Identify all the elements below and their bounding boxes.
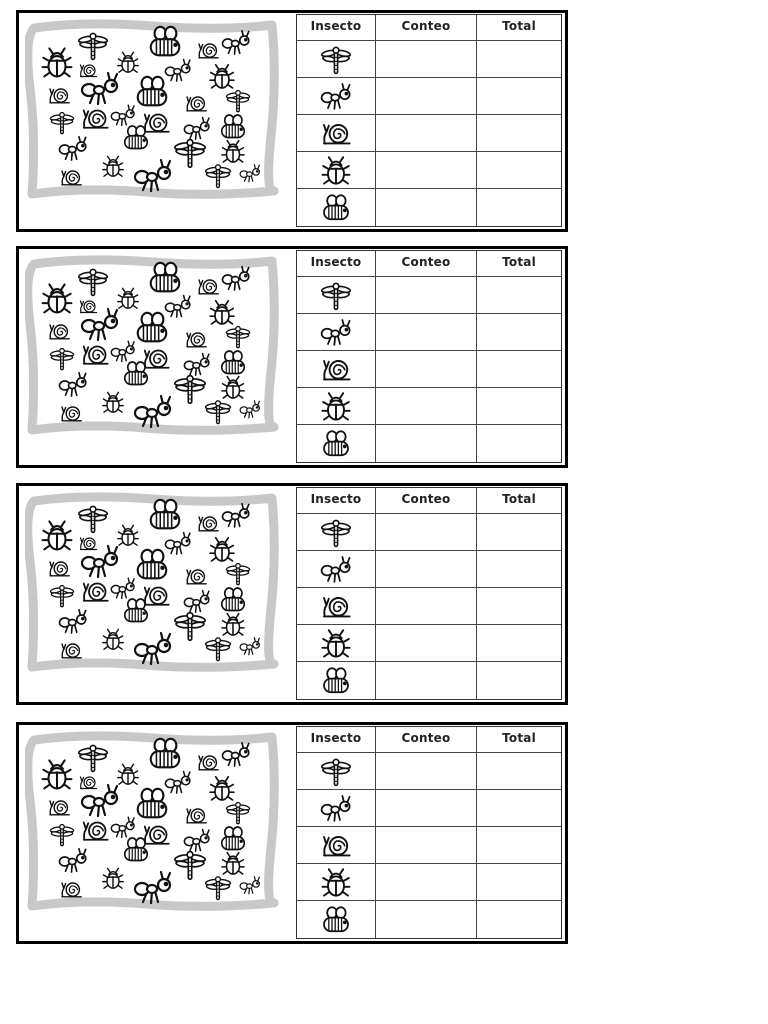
snail-icon: [196, 750, 220, 774]
snail-icon: [47, 319, 71, 343]
ant-icon: [58, 133, 88, 163]
insect-scene: [25, 730, 280, 912]
dragonfly-icon: [225, 799, 251, 825]
insect-cell: [297, 625, 376, 662]
bee-icon: [320, 428, 352, 460]
snail-icon: [59, 638, 83, 662]
dragonfly-icon: [173, 608, 207, 642]
total-cell: [477, 152, 561, 189]
snail-icon: [320, 353, 352, 385]
insect-cell: [297, 277, 376, 314]
beetle-icon: [208, 298, 236, 326]
header-total: Total: [477, 15, 561, 41]
beetle-icon: [208, 62, 236, 90]
bee-icon: [133, 309, 171, 347]
count-cell: [376, 551, 477, 588]
total-cell: [477, 388, 561, 425]
dragonfly-icon: [173, 847, 207, 881]
ant-icon: [239, 398, 261, 420]
beetle-icon: [320, 866, 352, 898]
header-insecto: Insecto: [297, 15, 376, 41]
ant-icon: [239, 162, 261, 184]
total-cell: [477, 314, 561, 351]
dragonfly-icon: [320, 755, 352, 787]
count-cell: [376, 588, 477, 625]
ant-icon: [133, 155, 173, 195]
beetle-icon: [101, 390, 125, 414]
count-cell: [376, 189, 477, 226]
bee-icon: [133, 785, 171, 823]
count-cell: [376, 514, 477, 551]
bee-icon: [121, 596, 151, 626]
snail-icon: [196, 274, 220, 298]
snail-icon: [184, 91, 208, 115]
beetle-icon: [101, 627, 125, 651]
count-cell: [376, 41, 477, 78]
insect-cell: [297, 152, 376, 189]
insect-cell: [297, 827, 376, 864]
snail-icon: [184, 327, 208, 351]
dragonfly-icon: [320, 279, 352, 311]
dragonfly-icon: [204, 873, 232, 901]
bee-icon: [133, 546, 171, 584]
insect-cell: [297, 314, 376, 351]
dragonfly-icon: [77, 502, 109, 534]
dragonfly-icon: [225, 560, 251, 586]
count-cell: [376, 78, 477, 115]
total-cell: [477, 864, 561, 901]
dragonfly-icon: [173, 371, 207, 405]
dragonfly-icon: [49, 109, 75, 135]
ant-icon: [221, 500, 251, 530]
dragonfly-icon: [204, 634, 232, 662]
snail-icon: [59, 877, 83, 901]
snail-icon: [320, 590, 352, 622]
count-cell: [376, 277, 477, 314]
snail-icon: [80, 576, 110, 606]
insect-cell: [297, 115, 376, 152]
ant-icon: [58, 606, 88, 636]
beetle-icon: [208, 535, 236, 563]
snail-icon: [47, 795, 71, 819]
count-cell: [376, 662, 477, 699]
count-cell: [376, 827, 477, 864]
dragonfly-icon: [49, 582, 75, 608]
snail-icon: [80, 339, 110, 369]
snail-icon: [184, 564, 208, 588]
header-conteo: Conteo: [376, 251, 477, 277]
total-cell: [477, 827, 561, 864]
total-cell: [477, 625, 561, 662]
bee-icon: [121, 123, 151, 153]
total-cell: [477, 189, 561, 226]
ant-icon: [221, 263, 251, 293]
insect-cell: [297, 753, 376, 790]
bee-icon: [121, 359, 151, 389]
dragonfly-icon: [77, 29, 109, 61]
beetle-icon: [40, 45, 74, 79]
bee-icon: [320, 904, 352, 936]
snail-icon: [59, 401, 83, 425]
insect-cell: [297, 388, 376, 425]
dragonfly-icon: [49, 821, 75, 847]
ant-icon: [320, 316, 352, 348]
header-insecto: Insecto: [297, 727, 376, 753]
header-total: Total: [477, 251, 561, 277]
beetle-icon: [208, 774, 236, 802]
header-insecto: Insecto: [297, 251, 376, 277]
worksheet-card: [16, 722, 568, 944]
snail-icon: [184, 803, 208, 827]
count-cell: [376, 314, 477, 351]
beetle-icon: [40, 281, 74, 315]
beetle-icon: [320, 154, 352, 186]
insect-cell: [297, 425, 376, 462]
total-cell: [477, 753, 561, 790]
header-insecto: Insecto: [297, 488, 376, 514]
insect-cell: [297, 662, 376, 699]
header-total: Total: [477, 488, 561, 514]
insect-cell: [297, 189, 376, 226]
total-cell: [477, 115, 561, 152]
count-cell: [376, 901, 477, 938]
total-cell: [477, 514, 561, 551]
insect-scene: [25, 254, 280, 436]
insect-scene: [25, 491, 280, 673]
insect-cell: [297, 78, 376, 115]
snail-icon: [47, 556, 71, 580]
tally-table: [296, 726, 562, 939]
ant-icon: [320, 553, 352, 585]
snail-icon: [47, 83, 71, 107]
header-conteo: Conteo: [376, 15, 477, 41]
count-cell: [376, 864, 477, 901]
dragonfly-icon: [77, 265, 109, 297]
insect-cell: [297, 790, 376, 827]
bee-icon: [320, 192, 352, 224]
dragonfly-icon: [320, 43, 352, 75]
dragonfly-icon: [204, 397, 232, 425]
count-cell: [376, 625, 477, 662]
count-cell: [376, 152, 477, 189]
dragonfly-icon: [77, 741, 109, 773]
tally-table: [296, 250, 562, 463]
total-cell: [477, 277, 561, 314]
ant-icon: [239, 635, 261, 657]
beetle-icon: [320, 390, 352, 422]
total-cell: [477, 901, 561, 938]
tally-table: [296, 14, 562, 227]
insect-cell: [297, 351, 376, 388]
ant-icon: [221, 27, 251, 57]
ant-icon: [239, 874, 261, 896]
bee-icon: [320, 665, 352, 697]
insect-cell: [297, 901, 376, 938]
insect-cell: [297, 514, 376, 551]
ant-icon: [320, 792, 352, 824]
snail-icon: [196, 511, 220, 535]
header-conteo: Conteo: [376, 727, 477, 753]
worksheet-card: [16, 246, 568, 468]
ant-icon: [58, 845, 88, 875]
insect-cell: [297, 41, 376, 78]
snail-icon: [80, 103, 110, 133]
beetle-icon: [320, 627, 352, 659]
total-cell: [477, 790, 561, 827]
dragonfly-icon: [204, 161, 232, 189]
dragonfly-icon: [320, 516, 352, 548]
beetle-icon: [40, 518, 74, 552]
tally-table: [296, 487, 562, 700]
insect-cell: [297, 864, 376, 901]
ant-icon: [221, 739, 251, 769]
count-cell: [376, 351, 477, 388]
total-cell: [477, 588, 561, 625]
dragonfly-icon: [173, 135, 207, 169]
total-cell: [477, 662, 561, 699]
ant-icon: [320, 80, 352, 112]
count-cell: [376, 790, 477, 827]
ant-icon: [133, 628, 173, 668]
beetle-icon: [40, 757, 74, 791]
count-cell: [376, 425, 477, 462]
dragonfly-icon: [225, 87, 251, 113]
worksheet-card: [16, 10, 568, 232]
dragonfly-icon: [49, 345, 75, 371]
count-cell: [376, 753, 477, 790]
snail-icon: [320, 829, 352, 861]
total-cell: [477, 351, 561, 388]
header-total: Total: [477, 727, 561, 753]
ant-icon: [58, 369, 88, 399]
beetle-icon: [101, 866, 125, 890]
insect-cell: [297, 588, 376, 625]
bee-icon: [121, 835, 151, 865]
header-conteo: Conteo: [376, 488, 477, 514]
dragonfly-icon: [225, 323, 251, 349]
beetle-icon: [101, 154, 125, 178]
count-cell: [376, 115, 477, 152]
snail-icon: [196, 38, 220, 62]
bee-icon: [133, 73, 171, 111]
ant-icon: [133, 867, 173, 907]
insect-cell: [297, 551, 376, 588]
snail-icon: [59, 165, 83, 189]
count-cell: [376, 388, 477, 425]
total-cell: [477, 41, 561, 78]
total-cell: [477, 425, 561, 462]
worksheet-card: [16, 483, 568, 705]
snail-icon: [80, 815, 110, 845]
insect-scene: [25, 18, 280, 200]
total-cell: [477, 78, 561, 115]
snail-icon: [320, 117, 352, 149]
total-cell: [477, 551, 561, 588]
ant-icon: [133, 391, 173, 431]
